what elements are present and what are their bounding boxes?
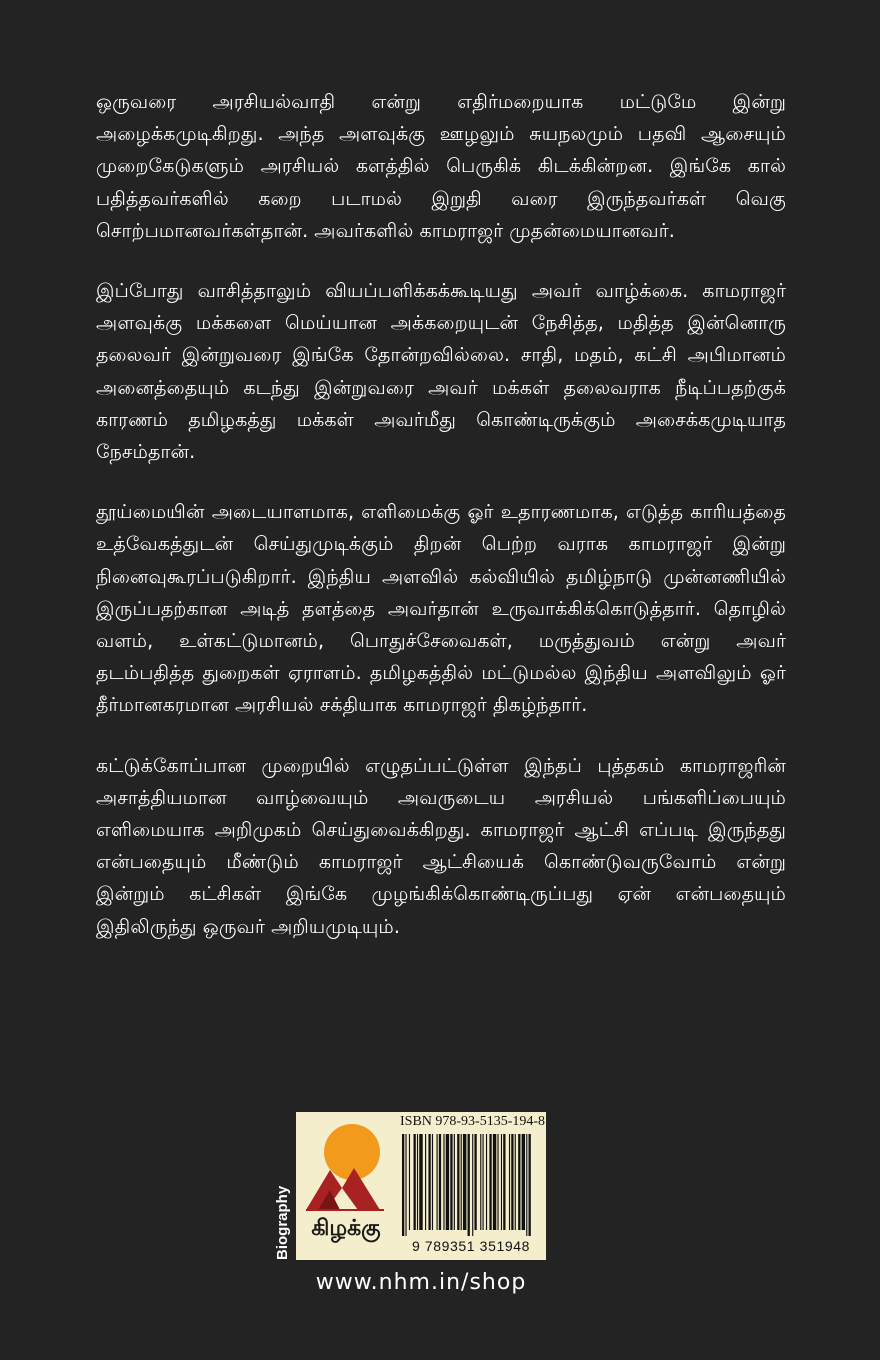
blurb-paragraph: இப்போது வாசித்தாலும் வியப்பளிக்கக்கூடியது அவர் வாழ்க்கை. காமராஜர் அளவுக்கு மக்களை மெய்யான அக்கறையுடன் நேசித்த, மதித்த இன்னொரு தலைவர் இன்றுவரை இங்கே தோன்றவில்லை. சாதி, மதம், கட்சி அபிமானம் அனைத்தையும் கடந்து இன்றுவரை அவர் மக்கள் தலைவராக நீடிப்பதற்குக் காரணம் தமிழகத்து மக்கள் அவர்மீது கொண்டிருக்கும் அசைக்கமுடியாத நேசம்தான். <box>96 279 786 464</box>
barcode-bar <box>432 1134 433 1230</box>
barcode-bar <box>474 1134 476 1230</box>
barcode-bar <box>428 1134 430 1230</box>
barcode-bar <box>501 1134 502 1230</box>
barcode-bar <box>468 1134 470 1236</box>
barcode-bar <box>511 1134 513 1230</box>
barcode-bar <box>417 1134 418 1230</box>
barcode-bar <box>480 1134 481 1230</box>
barcode-bar <box>522 1134 525 1230</box>
isbn-label: ISBN 978-93-5135-194-8 <box>400 1114 546 1129</box>
barcode-bar <box>461 1134 462 1230</box>
barcode-graphic <box>400 1134 542 1236</box>
barcode-bar <box>454 1134 455 1230</box>
barcode-bar <box>405 1134 406 1236</box>
barcode-bar <box>446 1134 449 1230</box>
publisher-website: www.nhm.in/shop <box>315 1270 527 1295</box>
barcode-bar <box>425 1134 426 1230</box>
blurb <box>96 86 786 943</box>
category-label: Biography <box>274 1185 291 1260</box>
barcode-bar <box>450 1134 452 1230</box>
barcode-bar <box>483 1134 484 1230</box>
isbn-barcode <box>396 1112 546 1260</box>
publisher-wordmark: கிழக்கு <box>311 1216 381 1241</box>
barcode-bar <box>518 1134 520 1230</box>
blurb-paragraph: ஒருவரை அரசியல்வாதி என்று எதிர்மறையாக மட்டுமே இன்று அழைக்கமுடிகிறது. அந்த அளவுக்கு ஊழலும் சுயநலமும் பதவி ஆசையும் முறைகேடுகளும் அரசியல் களத்தில் பெருகிக் கிடக்கின்றன. இங்கே கால் பதித்தவர்களில் கறை படாமல் இறுதி வரை இருந்தவர்கள் வெகு சொற்பமானவர்கள்தான். அவர்களில் காமராஜர் முதன்மையானவர். <box>96 90 786 242</box>
barcode-bar <box>493 1134 496 1230</box>
blurb-paragraph: தூய்மையின் அடையாளமாக, எளிமைக்கு ஓர் உதாரணமாக, எடுத்த காரியத்தை உத்வேகத்துடன் செய்துமுடிக்கும் திறன் பெற்ற வராக காமராஜர் இன்று நினைவுகூரப்படுகிறார். இந்திய அளவில் கல்வியில் தமிழ்நாடு முன்னணியில் இருப்பதற்கான அடித் தளத்தை அவர்தான் உருவாக்கிக்கொடுத்தார். தொழில் வளம், உள்கட்டுமானம், பொதுச்சேவைகள், மருத்துவம் என்று அவர் தடம்பதித்த துறைகள் ஏராளம். தமிழகத்தில் மட்டுமல்ல இந்திய அளவிலும் ஓர் தீர்மானகரமான அரசியல் சக்தியாக காமராஜர் திகழ்ந்தார். <box>96 500 786 717</box>
barcode-bar <box>419 1134 422 1230</box>
barcode-number: 9 789351 351948 <box>412 1238 530 1254</box>
barcode-bar <box>503 1134 505 1230</box>
barcode-bar <box>489 1134 491 1230</box>
barcode-bar <box>497 1134 498 1230</box>
blurb-paragraph: கட்டுக்கோப்பான முறையில் எழுதப்பட்டுள்ள இந்தப் புத்தகம் காமராஜரின் அசாத்தியமான வாழ்வையும் அவருடைய அரசியல் பங்களிப்பையும் எளிமையாக அறிமுகம் செய்துவைக்கிறது. காமராஜர் ஆட்சி எப்படி இருந்தது என்பதையும் மீண்டும் காமராஜர் ஆட்சியைக் கொண்டுவருவோம் என்று இன்றும் கட்சிகள் இங்கே முழங்கிக்கொண்டிருப்பது ஏன் என்பதையும் இதிலிருந்து ஒருவர் அறியமுடியும். <box>96 753 786 938</box>
barcode-bar <box>402 1134 404 1236</box>
barcode-bar <box>439 1134 441 1230</box>
barcode-bar <box>472 1134 473 1236</box>
barcode-bar <box>437 1134 438 1230</box>
publisher-logo <box>296 1112 396 1260</box>
barcode-bar <box>463 1134 466 1230</box>
barcode-bar <box>457 1134 459 1230</box>
barcode-bar <box>443 1134 444 1230</box>
barcode-bar <box>509 1134 510 1230</box>
barcode-bar <box>486 1134 487 1230</box>
barcode-bar <box>414 1134 416 1230</box>
barcode-bar <box>529 1134 531 1236</box>
barcode-bar <box>526 1134 527 1236</box>
barcode-bar <box>515 1134 516 1230</box>
barcode-bar <box>409 1134 410 1230</box>
